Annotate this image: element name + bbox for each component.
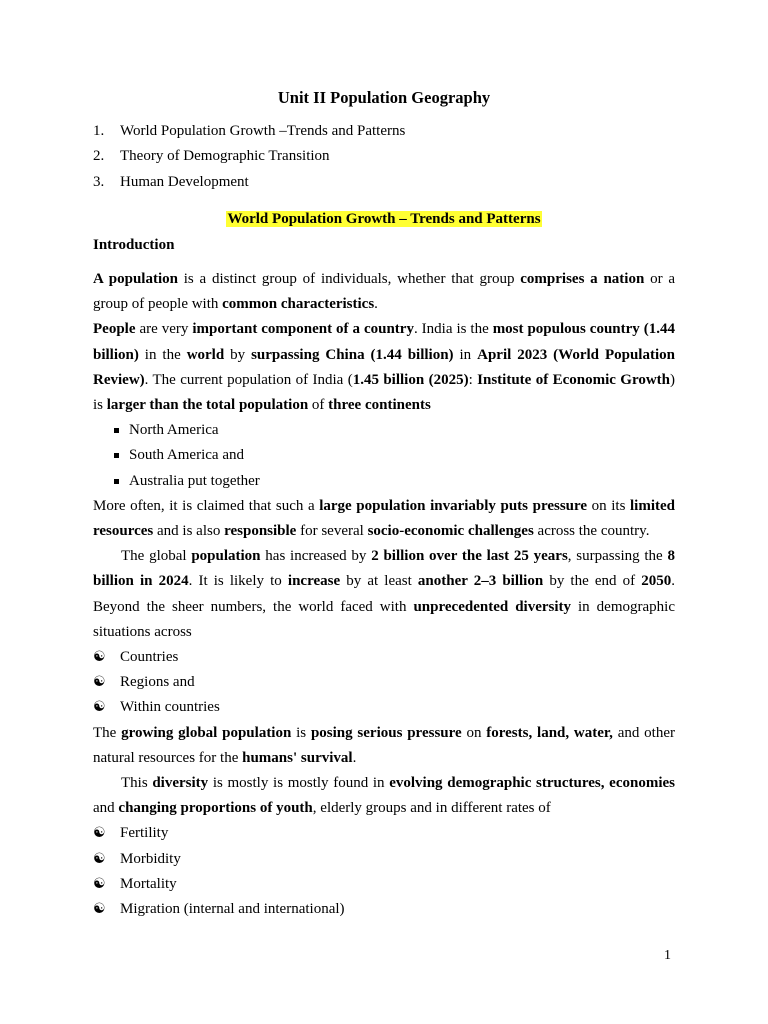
text: . The current population of India ( [144,371,353,388]
text: by [224,346,252,363]
bold-text: unprecedented diversity [413,598,572,615]
text: by the end of [543,573,642,590]
bold-text: three continents [328,397,431,414]
text: in demographic situations across [93,598,675,640]
topic-item [93,147,405,172]
yin-yang-bullet-icon: ☯ [93,674,106,691]
bold-text: most populous country (1.44 billion) [93,321,675,363]
paragraph-resource-pressure [93,494,675,544]
bold-text: surpassing China (1.44 billion) [251,346,454,363]
topic-item [93,122,405,147]
rates-list [93,821,675,922]
square-bullet-icon [114,453,119,458]
bold-text: 8 billion in 2024 [93,548,675,590]
text: and other natural resources for the [93,724,676,766]
bold-text: 2 billion over the last 25 years [371,548,568,565]
bold-text: common characteristics [222,296,375,313]
bold-text: People [93,321,136,338]
bold-text: evolving demographic structures, economies [389,774,675,791]
intro-heading: Introduction [93,237,175,253]
list-item-text: Regions and [120,674,195,691]
text: . [374,296,378,313]
topic-number: 1. [93,123,105,139]
bold-text: responsible [224,522,297,539]
text: in the [138,346,187,363]
square-bullet-icon [114,479,119,484]
bold-text: limited resources [93,497,675,539]
text: on its [587,497,630,514]
list-item [93,847,675,872]
bold-text: April 2023 (World Population Review) [93,346,675,388]
bold-text: population [191,548,261,565]
paragraph-global-growth [93,544,675,645]
yin-yang-bullet-icon: ☯ [93,850,106,867]
list-item [93,418,675,443]
paragraph-india-population [93,317,675,418]
text: The [93,724,122,741]
bold-text: growing global population [121,724,292,741]
text: in [453,346,478,363]
text: . India is the [413,321,493,338]
bold-text: humans' survival [242,749,353,766]
list-item-text: Countries [120,649,179,665]
list-item-text: Migration (internal and international) [120,900,345,917]
bold-text: 1.45 billion (2025) [352,371,469,388]
text: or a group of people with [93,271,675,313]
list-item [93,469,675,494]
yin-yang-bullet-icon: ☯ [93,875,106,892]
topic-text: Human Development [120,173,249,190]
list-item-text: Within countries [120,699,220,716]
text: . Beyond the sheer numbers, the world faced with [93,573,675,615]
text: by at least [340,573,418,590]
highlighted-heading-text: World Population Growth – Trends and Patterns [227,211,541,227]
text: and is also [153,522,225,539]
bold-text: increase [287,573,341,590]
text: The global [121,548,192,565]
page-title: Unit II Population Geography [277,88,491,107]
bold-text: A population [93,271,178,287]
text: is [291,724,311,741]
bold-text: socio-economic challenges [367,522,534,539]
list-item-text: Fertility [120,825,169,842]
list-item [93,645,675,670]
paragraph-diversity [93,771,675,821]
text: ) is [93,371,676,414]
yin-yang-bullet-icon: ☯ [93,649,106,665]
areas-list [93,645,675,721]
list-item-text: Morbidity [120,850,181,867]
text: More often, it is claimed that such a [93,497,320,514]
text: , elderly groups and in different rates of [312,800,551,817]
text: for several [296,522,368,539]
text: is mostly is mostly found in [208,774,390,791]
topic-number: 3. [93,173,105,190]
text: of [308,397,329,414]
bold-text: important component of a country [192,321,414,338]
text: has increased by [260,548,372,565]
text: are very [135,321,193,338]
list-item-text: South America and [129,447,244,464]
bold-text: forests, land, water, [486,724,613,741]
section-heading [0,211,768,228]
bold-text: Institute of Economic Growth [477,371,671,388]
text: : [468,371,478,388]
text: and [93,800,119,817]
text: . [352,749,357,766]
bold-text: comprises a nation [520,271,645,287]
text: , surpassing the [567,548,668,565]
text: . It is likely to [188,573,288,590]
yin-yang-bullet-icon: ☯ [93,900,106,917]
bold-text: world [186,346,225,363]
list-item-text: Australia put together [129,472,260,489]
list-item-text: North America [129,422,219,439]
page-number: 1 [664,948,671,963]
bold-text: diversity [152,774,209,791]
list-item [93,443,675,468]
document-body [93,267,675,922]
topic-number: 2. [93,148,105,165]
text: This [121,774,153,791]
list-item [93,670,675,695]
yin-yang-bullet-icon: ☯ [93,699,106,716]
paragraph-natural-resources [93,721,675,771]
list-item-text: Mortality [120,875,177,892]
topic-item [93,173,405,198]
continents-list [93,418,675,494]
bold-text: 2050 [641,573,672,590]
list-item [93,872,675,897]
text: across the country. [533,522,650,539]
paragraph-population-definition [93,267,675,317]
list-item [93,897,675,922]
bold-text: another 2–3 billion [417,573,544,590]
list-item [93,821,675,846]
bold-text: large population invariably puts pressure [319,497,588,514]
topic-text: World Population Growth –Trends and Patterns [120,123,406,139]
text: on [461,724,487,741]
bold-text: posing serious pressure [310,724,462,741]
bold-text: larger than the total population [106,397,309,414]
topic-list [93,122,405,198]
list-item [93,695,675,720]
square-bullet-icon [114,428,119,433]
topic-text: Theory of Demographic Transition [120,148,330,165]
text: is a distinct group of individuals, whether that group [177,271,521,287]
bold-text: changing proportions of youth [118,800,313,817]
yin-yang-bullet-icon: ☯ [93,825,106,842]
